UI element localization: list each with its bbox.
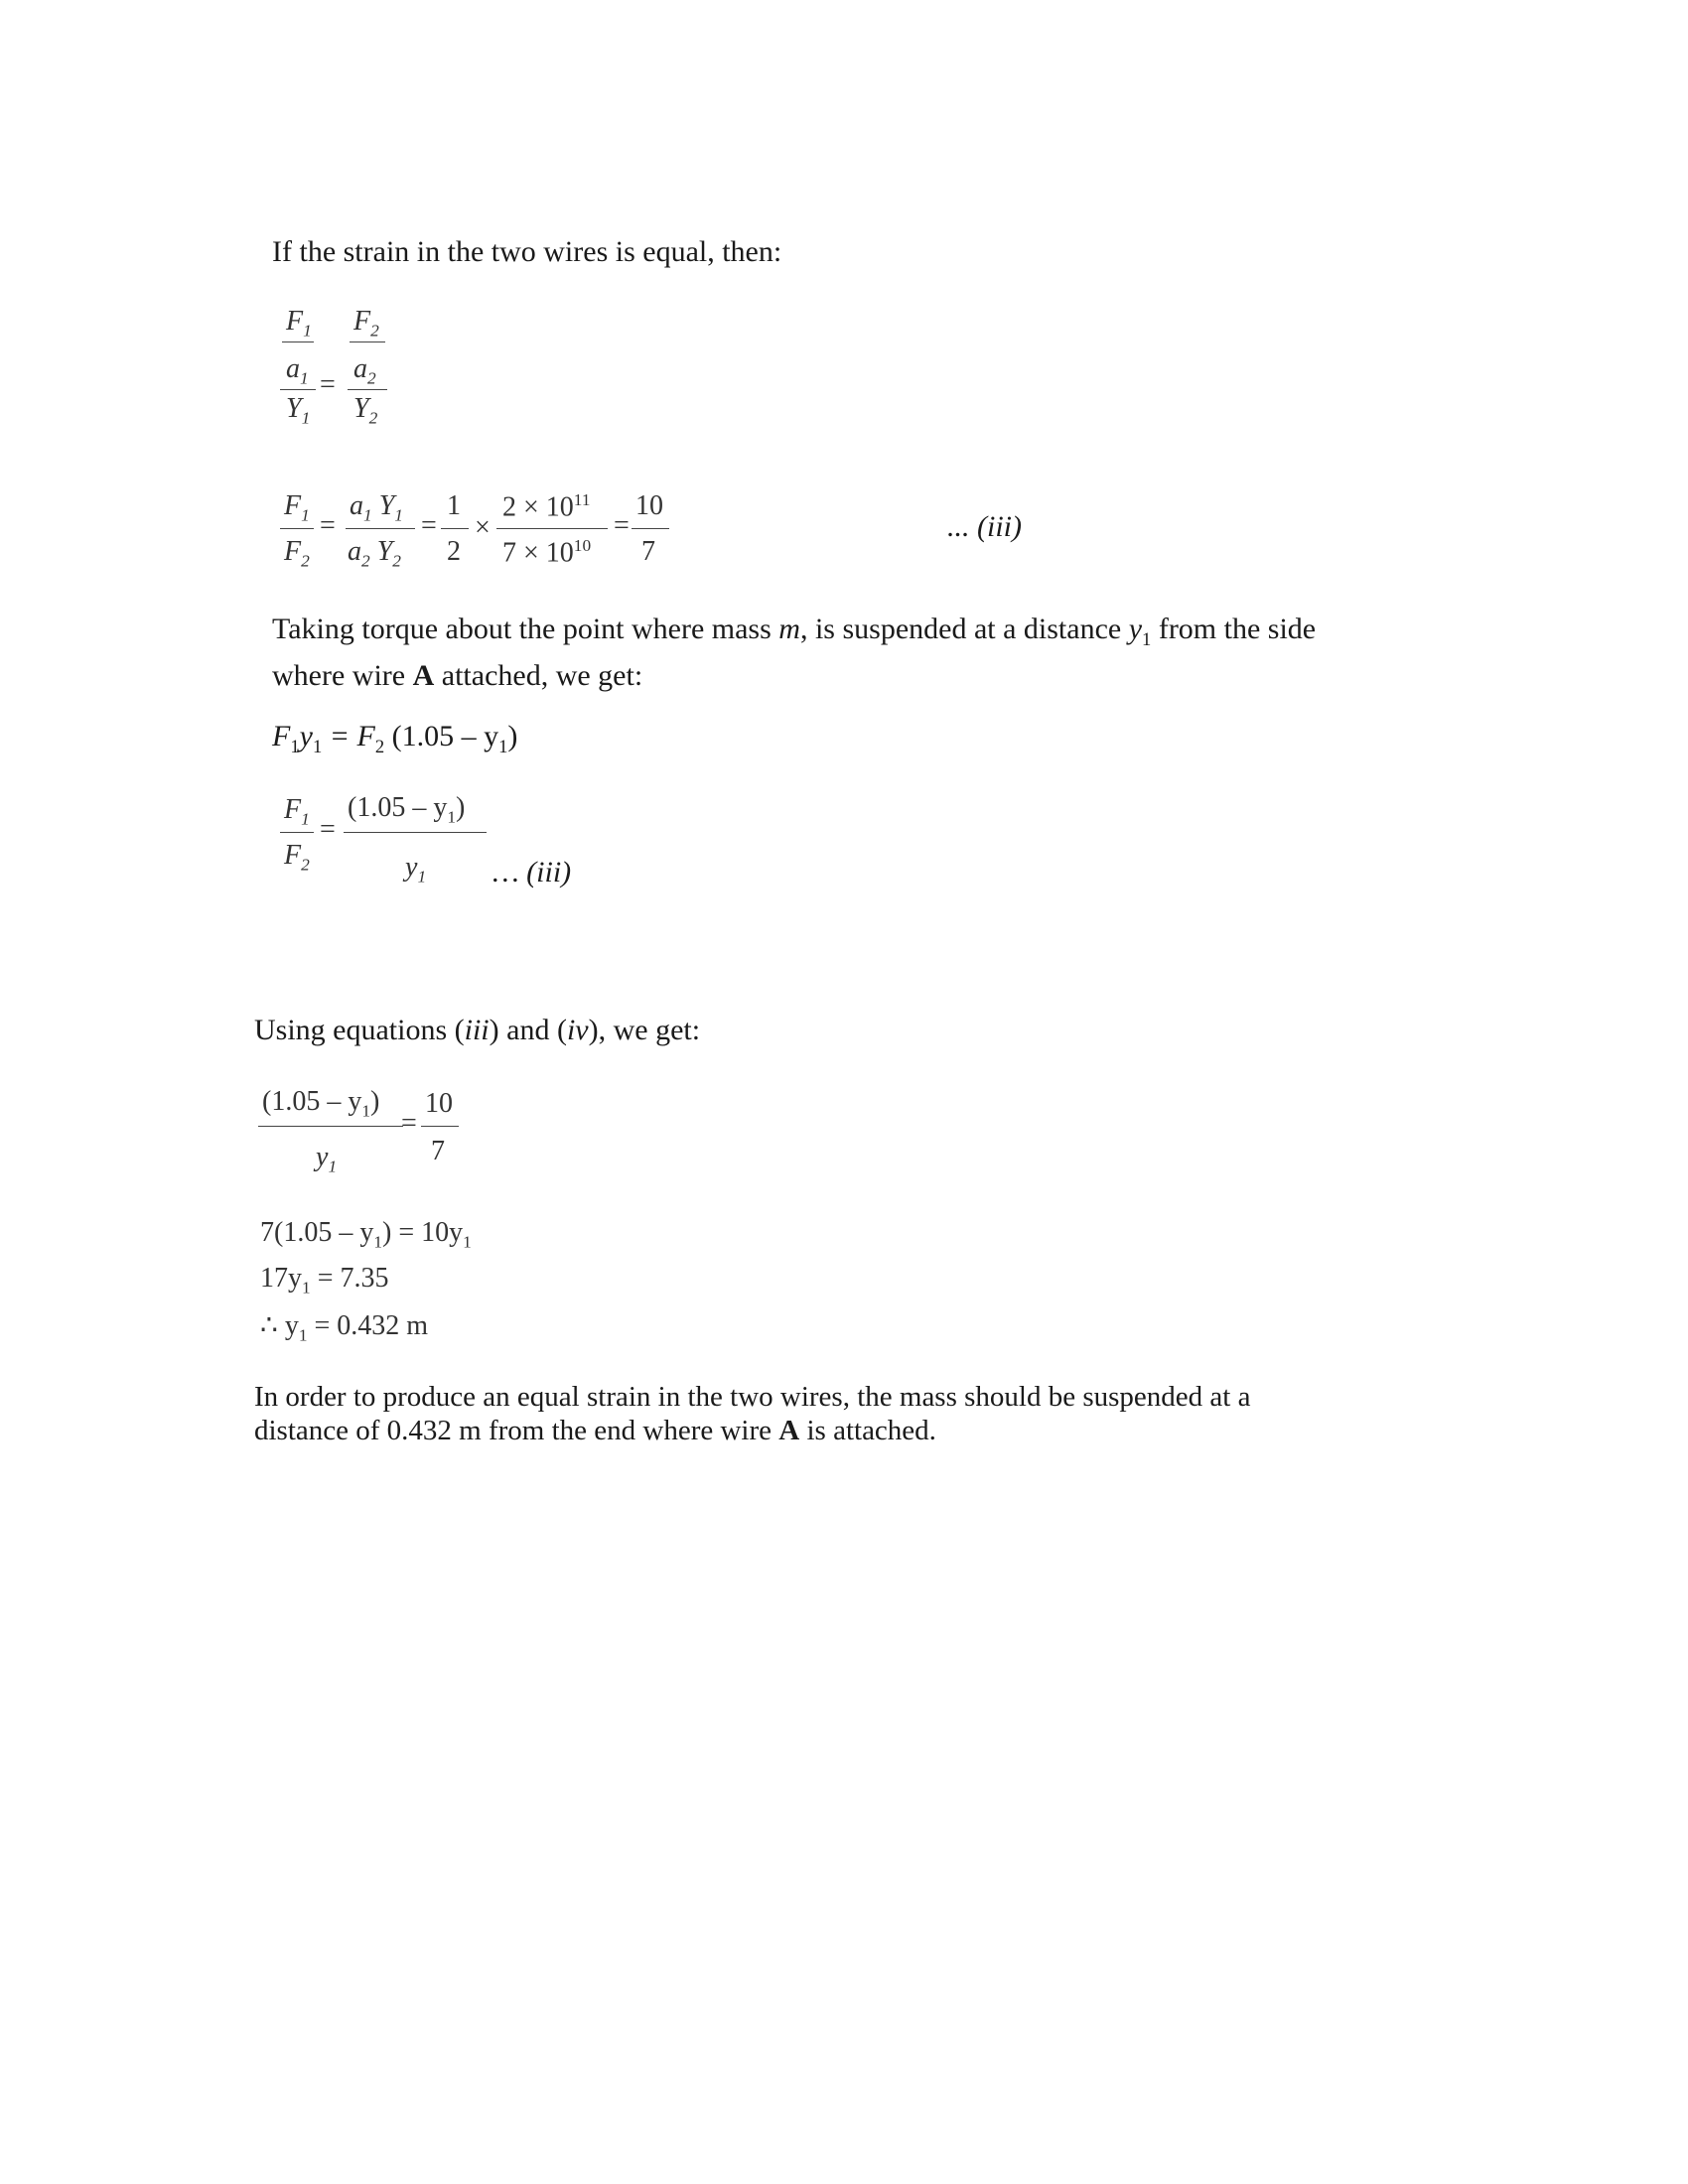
equation-torque: $F_1y_1 = F_2$ $(1.05 - y_1)$ (272, 720, 518, 757)
eq1-Y1: $Y_1$ (286, 393, 311, 428)
eq1-F2: $F_2$ (353, 306, 379, 341)
solution-line-1: $7(1.05 - y_1) = 10y_1$ (260, 1217, 472, 1252)
solution-line-2: $17y_1 = 7.35$ (260, 1263, 389, 1297)
using-equations-text: Using equations (iii) and (iv), we get: (254, 1014, 701, 1046)
equation-tag-iii-2: … (iii) (492, 856, 572, 888)
intro-text: If the strain in the two wires is equal, then: (272, 235, 782, 268)
torque-text: Taking torque about the point where mass m, is suspended at a distance $y_1$ from the side where wire A attached, we get: (272, 613, 1317, 692)
eq1-equals: = (320, 369, 336, 400)
solution-line-3: ∴ $y_1 = 0.432$ m (260, 1310, 429, 1345)
eq1-F1: $F_1$ (286, 306, 312, 341)
eq1-Y2: $Y_2$ (353, 393, 378, 428)
equation-tag-iii: ... (iii) (947, 510, 1022, 543)
eq1-a1: $a_1$ (286, 353, 309, 388)
eq1-a2: $a_2$ (353, 353, 376, 388)
conclusion-text: In order to produce an equal strain in the two wires, the mass should be suspended at a distance of 0.432 m from the end where wire A is attached. (254, 1381, 1251, 1446)
